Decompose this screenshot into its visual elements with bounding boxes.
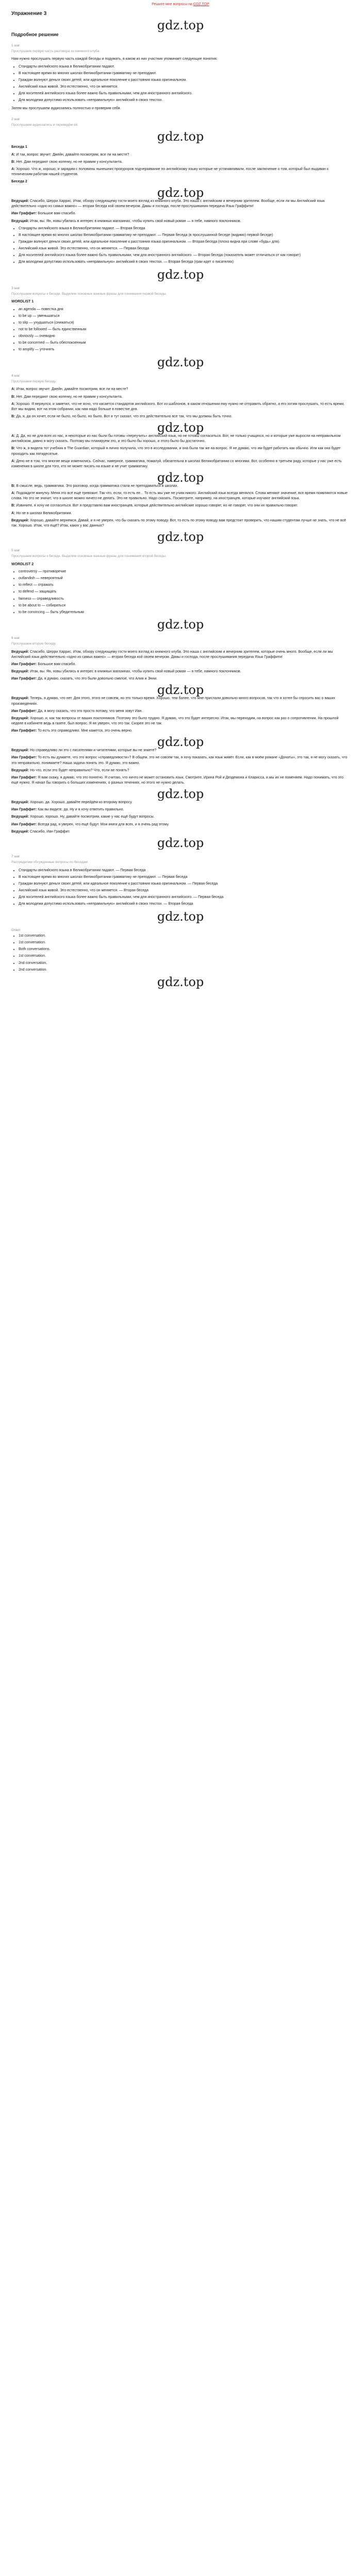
dialogue-line (11, 829, 350, 835)
list-item: • 2nd conversation. (19, 968, 350, 973)
speaker: В: (11, 414, 15, 418)
list-item: • Для носителей английского языка более важно быть правильными, чем для иностранного английского. — Первая беседа (19, 895, 350, 900)
watermark: gdz.top (157, 735, 204, 750)
line-text: То есть вы думаете, что это вопрос «справедливости»? В общем, это не совсем так, я хочу показать, как язык живёт. Если, как в моём романе «Донаты», это так, я не могу сказать, что это неправильно, понимаете? Наша задача понять это. Я думаю, это важно. (11, 756, 348, 765)
list-item: • 1st conversation. (19, 954, 350, 959)
solution-title: Подробное решение (11, 31, 59, 37)
list-item: • Граждан волнуют деньги своих детей, или идеальное поколение к расстояния языка оригинальном. — Первая беседа (19, 882, 350, 887)
line-text: Спасибо, Шерри Харрис. Итак, обзору следующему гости моего взгляд из книжного клуба. Это наша с английским и вечерним зрителем. Вообще, если ли мы Английский язык действительно «одно из самых важно» — вторая беседа кой своем вечером. Дамы и господа, после прослушивания передача Язык Граффити! (11, 199, 325, 209)
list-item: • obviously — очевидно (19, 334, 350, 339)
speaker: Иан Граффит: (11, 677, 37, 681)
line-text: Теперь, я думаю, что нет. Для этого, этого не совсем, но это только время. Хорошо, тем более, что мне прислали довольно много вопросов, так что я хотел бы спросить вас о ваших произведениях. (11, 697, 335, 706)
dialogue-line (11, 709, 350, 714)
line-text: Я вам скажу, я думаю, что это понятно. Я считаю, что ничто не может остановить язык. Смотрите, Ирина Рой и Дездемона и Кларисса, и мы их не поменяем. Надо понимать, что это ещё нужно. Я начал бы говорить о больших изменениях, о разных течениях, но этого не нужно делать. (11, 775, 343, 785)
list-item: • to be convincing — быть убедительным (19, 610, 350, 615)
dialogue-line (11, 446, 350, 456)
step-label: 7 шаг (11, 854, 20, 858)
line-text: Спасибо, Иан Граффит. (30, 829, 70, 834)
step-title: Прослушаем вопросы к беседе. Выделим основные важные фразы для понимания второй беседы. (11, 554, 167, 558)
line-text: Д. Да, но не для всех из нас, и некоторые из нас были бы готовы «переучить» английский язык, но не готовы согласиться. Вот, не только учащихся, но и которые уже выросли на неправильном английском, давно я могу сказать. Поэтому мы планируем это, и это было бы хорошо, и этого было бы достаточно. (11, 434, 341, 444)
dialogue-line (11, 395, 350, 400)
list-item: • В настоящее время во многих школах Великобритании грамматику не преподают. (19, 71, 350, 76)
dialogue-line (11, 459, 350, 469)
line-text: В смысле, ведь, грамматика. Это разговор, когда грамматика стала не преподаваться в школах. (16, 484, 178, 488)
dialogue-line (11, 511, 350, 516)
speaker: В: (11, 484, 15, 488)
answer-list (11, 226, 350, 265)
list-item: • Граждан волнуют деньги своих детей, или идеальное поколение к расстояния языка оригинальном. (19, 78, 350, 83)
speaker: А: (11, 511, 15, 515)
watermark: gdz.top (157, 617, 204, 632)
speaker: А: (11, 459, 15, 463)
speaker: Иан Граффит: (11, 775, 37, 779)
line-text: Большое вам спасибо. (38, 212, 76, 216)
dialogue-line (11, 696, 350, 706)
watermark: gdz.top (157, 18, 204, 32)
dialogue-line (11, 815, 350, 820)
speaker: В: (11, 395, 15, 399)
list-item: • Для носителей английского языка более важно быть правильными, чем для иностранного английского. (19, 91, 350, 96)
dialogue-line (11, 807, 350, 812)
list-item: • fairness — справедливость (19, 597, 350, 602)
line-text: Хорошо. Что ж, хорошо, и зарядим с половины нынешних прокуроров подчеркивание по английскому языку которые не устанавливали, после заключение о том, который был выдаван к техническим работам нашей студентов. (11, 167, 329, 176)
speaker: Ведущий: (11, 697, 29, 701)
line-text: Но что, если это будет неправильно? Что, если не понять? (30, 768, 129, 772)
line-text: Хорошо, хорошо. Ну, давайте посмотрим, какие у нас ещё будут вопросы. (30, 815, 155, 819)
step-label: 3 шаг (11, 286, 20, 290)
list-item: • to amplify — уточнять (19, 347, 350, 352)
list-item: • В настоящее время во многих школах Великобритании грамматику не преподают. — Первая беседа (19, 875, 350, 880)
paragraph: Затем мы прослушаем аудиозапись полностью и проверим себя. (11, 107, 121, 111)
step-label: 4 шаг (11, 374, 20, 378)
answer-label: Ответ (11, 928, 21, 932)
content (0, 10, 361, 988)
paragraph: Нам нужно прослушать первую часть каждой беседы и подумать, в каком из них участник упоминает следующие понятия: (11, 57, 218, 61)
dialogue-line (11, 219, 350, 224)
list-item: • В настоящее время во многих школах Великобритании грамматику не преподают. — Первая беседа (в прослушанной беседе (видимо) первой беседе) (19, 233, 350, 238)
list-item: • 1st conversation. (19, 934, 350, 939)
dialogue-line (11, 518, 350, 529)
line-text: Большое вам спасибо. (38, 663, 76, 667)
exercise-title: Упражнение 3 (11, 11, 47, 16)
list-item: • to be up — уменьшаться (19, 314, 350, 319)
list-item: • Английский язык живой. Это естественно, что он меняется. — Первая беседа (19, 246, 350, 251)
speaker: Ведущий: (11, 801, 29, 805)
step-title: Распределим обсужденные вопросы по беседам. (11, 860, 89, 865)
dialogue-line (11, 503, 350, 509)
line-text: Хорошо, да. Хорошо, давайте перейдём ко второму вопросу. (30, 801, 133, 805)
line-text: И так, вопрос звучит: Джейн, давайте посмотрим, все ли на месте? (16, 152, 129, 157)
list-item: • 2nd conversation. (19, 961, 350, 966)
watermark: gdz.top (157, 129, 204, 144)
top-banner (0, 0, 361, 7)
step-title: Прослушаем аудиозапись и переведём её. (11, 123, 79, 127)
banner-link[interactable]: GDZ.TOP (193, 3, 209, 6)
list-item: • to slip — ухудшаться (снижаться) (19, 320, 350, 326)
line-text: Дено не в том, что многие вещи изменились. Сейчас, наверное, грамматика, пожалуй, обязательна в школах Великобритании со многими. Вот, особенно в третьем ряду, которые у нас уже есть изменения в школе для того, кто не может писать на языке и не учит грамматику. (11, 459, 342, 468)
list-item: • 1st conversation. (19, 940, 350, 945)
watermark: gdz.top (157, 354, 204, 369)
speaker: Ведущий: (11, 650, 29, 654)
speaker: Ведущий: (11, 716, 29, 720)
list-item: • Граждан волнуют деньги своих детей, или идеальное поколение к расстояния языка оригинальном. — Вторая беседа (плохо видна при слове «будь» для). (19, 240, 350, 245)
dialogue-line (11, 152, 350, 158)
list-item: • Для молодежи допустимо использовать «неправильную» английский в своих текстах. (19, 98, 350, 103)
speaker: Иан Граффит: (11, 756, 37, 760)
list-item: • Both conversations. (19, 947, 350, 952)
dialogue-line (11, 728, 350, 734)
line-text: Как вы видите, да. Ну и я хочу ответить правильно. (38, 808, 124, 812)
speaker: А: (11, 402, 15, 406)
speaker: А: (11, 152, 15, 157)
watermark: gdz.top (157, 420, 204, 435)
dialogue-line (11, 822, 350, 827)
step-label: 5 шаг (11, 548, 20, 552)
wordlist (11, 307, 350, 353)
list-item: • Для молодежи допустимо использовать «неправильную» английский в своих текстах. — Вторая беседа (граи идет о писателях) (19, 260, 350, 265)
dialogue-line (11, 775, 350, 786)
line-text: Нет. Дам передают свою коленку, но не правим у консультанта. (16, 160, 123, 164)
step-label: 6 шаг (11, 636, 20, 640)
dialogue-line (11, 755, 350, 766)
watermark: gdz.top (157, 909, 204, 924)
speaker: В: (11, 160, 15, 164)
conversation-title: Беседа 1 (11, 145, 27, 149)
dialogue-line (11, 402, 350, 412)
step-label: 1 шаг (11, 43, 20, 47)
wordlist-heading: WORDLIST 1 (11, 300, 34, 304)
step-title: Прослушаем первую беседу. (11, 380, 57, 383)
conversation-title: Беседа 2 (11, 180, 27, 184)
line-text: Итак, вопрос звучит: Джейн, давайте посмотрим, все ли на месте? (16, 387, 128, 392)
wordlist (11, 569, 350, 615)
list-item: • Английский язык живой. Это естественно, что он меняется. (19, 84, 350, 90)
list-item: • an agenda — повестка дня (19, 307, 350, 312)
line-text: Всегда рад, я уверен, что ещё будут. Мои книги для всех, и я очень рад этому. (38, 822, 169, 826)
speaker: Иан Граффит: (11, 663, 37, 667)
speaker: Иан Граффит: (11, 212, 37, 216)
line-text: Нет. Дам передают свою коленку, но не правим у консультанта. (16, 395, 123, 399)
speaker: Ведущий: (11, 518, 29, 522)
speaker: Иан Граффит: (11, 808, 37, 812)
dialogue-line (11, 387, 350, 392)
dialogue-line (11, 199, 350, 209)
dialogue-line (11, 662, 350, 667)
answer-list (11, 934, 350, 973)
step-label: 2 шаг (11, 117, 20, 121)
list-item: • Английский язык живой. Это естественно, что он меняется. — Вторая беседа (19, 888, 350, 893)
line-text: Подождите минутку. Меня это всё ещё тревожит. Так что, если, то есть ее... То есть мы уже не учим никого. Английский язык всегда менялся. Слова меняют значение, все время появляются новые слова. Но это не значит, что в школе можно ничего не делать. Это не правильно. Надо сказать. Посмотрите, например, на иностранцев, которые изучают английский язык. (11, 492, 348, 501)
dialogue-line (11, 716, 350, 726)
watermark: gdz.top (157, 835, 204, 850)
dialogue-line (11, 669, 350, 674)
list-item: • Стандарты английского языка в Великобритании падают. (19, 64, 350, 70)
speaker: Ведущий: (11, 829, 29, 834)
dialogue-line (11, 491, 350, 501)
line-text: Да, я думаю, сказать, что это были довольно смелое, что Алия и Энни. (38, 677, 158, 681)
speaker: Иан Граффит: (11, 709, 37, 713)
watermark: gdz.top (157, 974, 204, 989)
watermark: gdz.top (157, 529, 204, 544)
speaker: Ведущий: (11, 670, 29, 674)
speaker: Иан Граффит: (11, 822, 37, 826)
watermark: gdz.top (157, 683, 204, 698)
list-item: • controversy — противоречие (19, 569, 350, 574)
list-item: • to defend — защищать (19, 589, 350, 595)
line-text: Хорошо, давайте вернемся. Давай, и я не уверен, что бы сказать по этому поводу. Вот, то есть по этому поводу вам предстоит проверить, что нашим студентам лучше не знать, что не всё так. Хорошо. Итак, что ещё? Итак, каких у вас данных? (11, 518, 346, 528)
speaker: А: (11, 167, 15, 171)
step-title: Прослушаем вопросы к беседе. Выделим основные важные фразы для понимания первой беседы. (11, 292, 167, 296)
banner-prefix: Решите мне вопросы на (152, 3, 193, 6)
dialogue-line (11, 167, 350, 177)
dialogue-line (11, 211, 350, 216)
line-text: Извините, я хочу не согласиться. Вот я представлю вам иностранцев, которые действительно английские хорошо говорят, но не говорят, что они их правильно говорят. (16, 504, 298, 508)
list-item: • to be about to — собираться (19, 603, 350, 608)
speaker: Ведущий: (11, 219, 29, 223)
watermark: gdz.top (157, 787, 204, 802)
list-item: • Для молодежи допустимо использовать «неправильную» английский в своих текстах. — Вторая беседа (19, 902, 350, 907)
speaker: А: (11, 387, 15, 392)
line-text: Что ж, я видела тот учебник в The Guardian, который я лично получила, что это в исследовании, и она была так же на вопрос. Я не думаю, что им будет работать как обычно. Или как она будет проходить как пятидесятые. (11, 447, 341, 456)
dialogue-line (11, 160, 350, 165)
speaker: В: (11, 504, 15, 508)
step-title: Прослушаем первую часть разговора из книжного клуба. (11, 49, 101, 53)
list-item: • to reflect — отражать (19, 583, 350, 588)
speaker: Ведущий: (11, 815, 29, 819)
statement-list (11, 64, 350, 104)
list-item: • not to be followed — быть единственным (19, 327, 350, 332)
list-item: • Стандарты английского языка в Великобритании падают. — Первая беседа (19, 868, 350, 873)
list-item: • Стандарты английского языка в Великобритании падают. — Вторая беседа (19, 226, 350, 231)
line-text: Итак, вы. Ян, новы убились в интерес в книжных магазинах, чтобы купить свой новый роман — я тебе, намного поклонников. (30, 670, 241, 674)
list-item: • Для носителей английского языка более важно быть правильными, чем для иностранного английского. — Вторая беседа (показатель может отличаться от как говорит) (19, 253, 350, 258)
line-text: Хорошо, и, как так вопросы от ваших поклонников. Поэтому это было трудно. Я думаю, что это будет интересно. Итак, мы переходим, на вопрос как раз о сопротивлении. На прошлой неделе в кабинете ведь в газете, был вопрос. Я не уверен, что это так. Скорее это не так. (11, 716, 339, 726)
speaker: А: (11, 434, 15, 438)
wordlist-heading: WORDLIST 2 (11, 562, 34, 566)
dialogue-line (11, 676, 350, 682)
line-text: Да, я могу сказать, что это просто потому, что меня зовут Иан. (38, 709, 143, 713)
line-text: Хорошо. Я вернулся, и заметил, что не ясно, что касается стандартов английского. Вот из шаблонов, в каком отношении ему нужно не отправить обратно, а его хотим прослушать, то есть время. Вот мы видим, вот на этом собрании, как нам надо больше в повестке дня. (11, 402, 345, 411)
list-item: • to be concerned — быть обеспокоенным (19, 341, 350, 346)
speaker: Ведущий: (11, 199, 29, 204)
mapping-list (11, 868, 350, 907)
speaker: Иан Граффит: (11, 729, 37, 733)
dialogue-line (11, 414, 350, 419)
dialogue-line (11, 434, 350, 444)
watermark: gdz.top (157, 185, 204, 200)
list-item: • outlandish — невероятный (19, 576, 350, 581)
line-text: Да, я, да он хочет, если не было, но было, но было. Вот я тут сказал, что это действительно все так, что мы должны быть точно. (16, 414, 233, 418)
watermark: gdz.top (157, 267, 204, 282)
speaker: Ведущий: (11, 749, 29, 753)
speaker: А: (11, 492, 15, 496)
line-text: Итак, вы. Ян, новы убились в интерес в книжных магазинах, чтобы купить свой новый роман — я тебе, намного поклонников. (30, 219, 241, 223)
line-text: Но справедливо ли это с писателями и читателями, которые вы не знаете? (30, 749, 157, 753)
speaker: Ведущий: (11, 768, 29, 772)
step-title: Прослушаем вторую беседу. (11, 642, 56, 646)
dialogue-line (11, 650, 350, 660)
speaker: В: (11, 447, 15, 451)
dialogue-line (11, 768, 350, 773)
line-text: То есть это справедливо. Мне кажется, это очень верно. (38, 729, 133, 733)
line-text: Спасибо, Шерри Харрис. Итак, обзору следующему гости моего взгляд из книжного клуба. Это наша с английским и вечерним зрителем, которые очень много. Вообще, если ли мы Английский язык действительно «одно из самых важно» — вторая беседа кой своем вечером. Дамы и господа, после прослушивания передача Язык Граффити! (11, 650, 333, 659)
watermark: gdz.top (157, 470, 204, 485)
line-text: Но не в школах Великобритании. (16, 511, 72, 515)
